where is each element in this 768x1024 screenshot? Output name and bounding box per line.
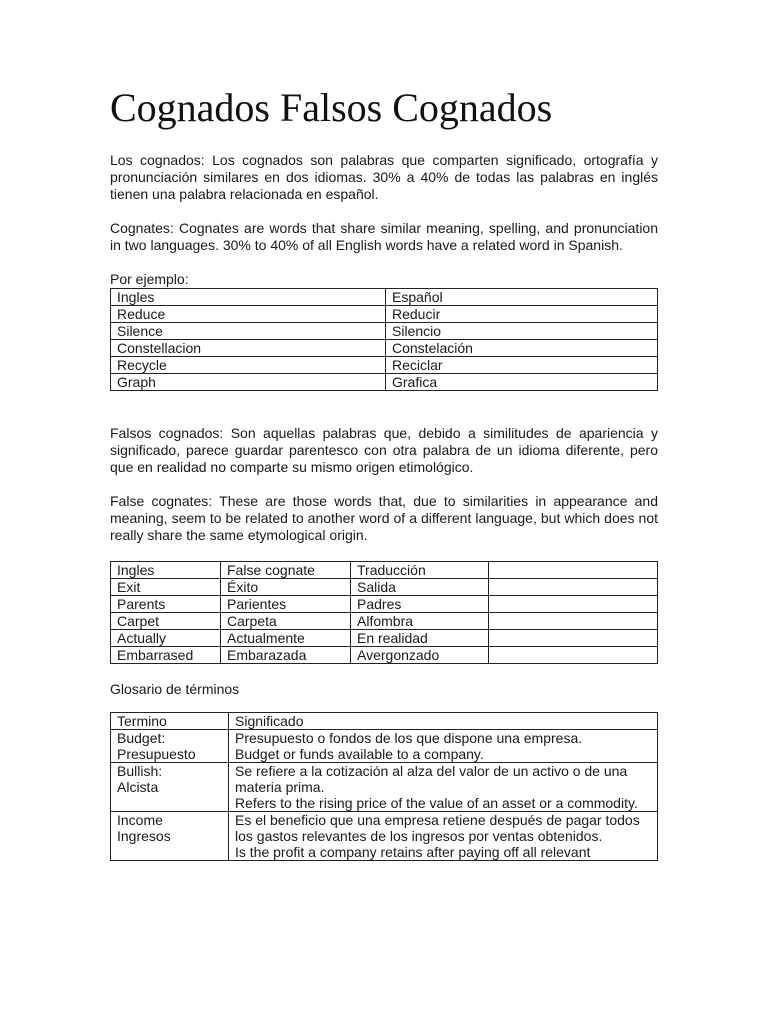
paragraph-false-en: False cognates: These are those words that, due to similarities in appearance and meaning, seem to be related to another word of a different language, but which does not really share the same etymological origin. <box>110 493 658 543</box>
table-row <box>111 812 658 861</box>
table-cell: Carpeta <box>221 613 351 630</box>
table-cell: Español <box>386 289 658 306</box>
glossary-title: Glosario de términos <box>110 681 240 697</box>
table-cell: False cognate <box>221 562 351 579</box>
table-cell: Parientes <box>221 596 351 613</box>
table-row <box>111 630 658 647</box>
table-cell: Income Ingresos <box>111 812 229 861</box>
table-cell: Reduce <box>111 306 386 323</box>
table-cell: Carpet <box>111 613 221 630</box>
table-row <box>111 579 658 596</box>
table-cell <box>489 579 658 596</box>
table-cell: Bullish: Alcista <box>111 763 229 812</box>
table-cell: Constellacion <box>111 340 386 357</box>
document-page <box>110 84 658 900</box>
table-row <box>111 613 658 630</box>
table-row <box>111 374 658 391</box>
table-cell: Presupuesto o fondos de los que dispone una empresa. Budget or funds available to a company. <box>229 730 658 763</box>
table-cell: Silencio <box>386 323 658 340</box>
paragraph-cognados-es: Los cognados: Los cognados son palabras que comparten significado, ortografía y pronunciación similares en dos idiomas. 30% a 40% de todas las palabras en inglés tienen una palabra relacionada en español. <box>110 152 658 202</box>
table-cell: Embarazada <box>221 647 351 664</box>
table-cell <box>489 562 658 579</box>
table-cell: Reciclar <box>386 357 658 374</box>
table-cell: Avergonzado <box>351 647 489 664</box>
table-cell <box>489 613 658 630</box>
false-cognates-table <box>110 561 658 664</box>
paragraph-falsos-es: Falsos cognados: Son aquellas palabras que, debido a similitudes de apariencia y significado, parece guardar parentesco con otra palabra de un idioma diferente, pero que en realidad no comparte su mismo origen etimológico. <box>110 425 658 475</box>
table-cell: Alfombra <box>351 613 489 630</box>
table-row <box>111 713 658 730</box>
table-cell <box>489 647 658 664</box>
table-cell: Salida <box>351 579 489 596</box>
table-cell: Ingles <box>111 289 386 306</box>
table-cell: Actually <box>111 630 221 647</box>
table-row <box>111 323 658 340</box>
table-cell: Exit <box>111 579 221 596</box>
table-cell: Ingles <box>111 562 221 579</box>
table-row <box>111 730 658 763</box>
example-label: Por ejemplo: <box>110 271 189 287</box>
table-cell <box>489 596 658 613</box>
table-row <box>111 763 658 812</box>
table-cell: Silence <box>111 323 386 340</box>
table-row <box>111 596 658 613</box>
table-cell: Padres <box>351 596 489 613</box>
table-cell: Constelación <box>386 340 658 357</box>
table-cell: Actualmente <box>221 630 351 647</box>
table-cell: Significado <box>229 713 658 730</box>
table-cell: Éxito <box>221 579 351 596</box>
glossary-table <box>110 712 658 861</box>
paragraph-cognates-en: Cognates: Cognates are words that share similar meaning, spelling, and pronunciation in two languages. 30% to 40% of all English words have a related word in Spanish. <box>110 220 658 253</box>
table-row <box>111 562 658 579</box>
table-cell <box>489 630 658 647</box>
table-cell: Grafica <box>386 374 658 391</box>
table-cell: Se refiere a la cotización al alza del valor de un activo o de una materia prima. Refers to the rising price of the value of an asset or a commodity. <box>229 763 658 812</box>
table-cell: Parents <box>111 596 221 613</box>
table-row <box>111 289 658 306</box>
glossary-table-wrapper <box>110 712 658 900</box>
table-cell: Budget: Presupuesto <box>111 730 229 763</box>
table-row <box>111 357 658 374</box>
table-cell: Termino <box>111 713 229 730</box>
cognates-table <box>110 288 658 391</box>
table-cell: En realidad <box>351 630 489 647</box>
table-cell: Graph <box>111 374 386 391</box>
document-title: Cognados Falsos Cognados <box>110 85 553 130</box>
table-cell: Reducir <box>386 306 658 323</box>
table-row <box>111 340 658 357</box>
table-cell: Es el beneficio que una empresa retiene después de pagar todos los gastos relevantes de los ingresos por ventas obtenidos. Is the profit a company retains after paying off all relevant <box>229 812 658 861</box>
table-row <box>111 647 658 664</box>
table-cell: Traducción <box>351 562 489 579</box>
table-cell: Recycle <box>111 357 386 374</box>
table-cell: Embarrased <box>111 647 221 664</box>
table-row <box>111 306 658 323</box>
